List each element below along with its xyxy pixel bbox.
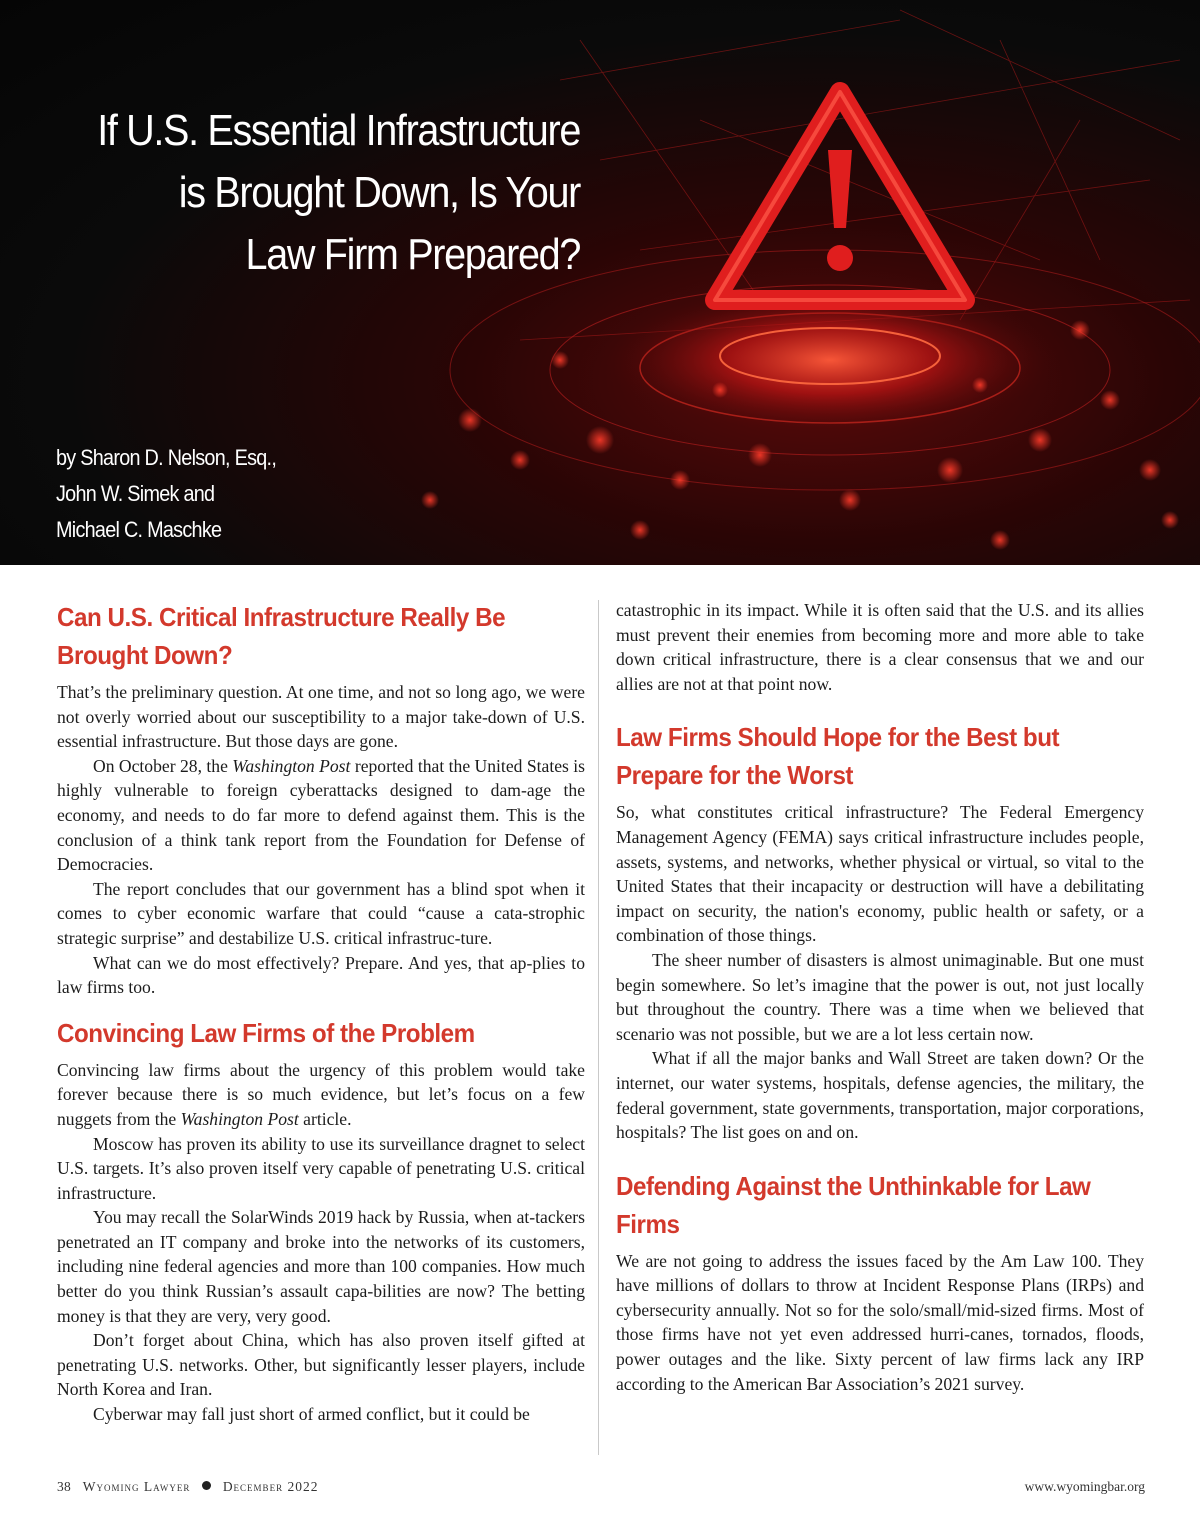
byline-line: John W. Simek and bbox=[56, 481, 215, 506]
byline bbox=[56, 440, 276, 548]
paragraph: The report concludes that our government has a blind spot when it comes to cyber economic warfare that could “cause a cata-strophic strategic surprise” and destabilize U.S. critical infrastruc-ture. bbox=[57, 878, 585, 948]
paragraph: You may recall the SolarWinds 2019 hack by Russia, when at-tackers penetrated an IT company and broke into the networks of its customers, including nine federal agencies and more than 100 companies. How much better do you think Russian’s assault capa-bilities are now? The betting money is that they are very, very good. bbox=[57, 1207, 585, 1326]
title-line: Law Firm Prepared? bbox=[245, 230, 580, 279]
title-line: If U.S. Essential Infrastructure bbox=[97, 106, 580, 155]
issue-date: December 2022 bbox=[222, 1479, 319, 1494]
left-column bbox=[57, 598, 585, 1427]
website-url: www.wyomingbar.org bbox=[1024, 1479, 1145, 1494]
section-heading: Defending Against the Unthinkable for Law Firms bbox=[616, 1170, 1091, 1239]
column-divider bbox=[598, 600, 599, 1455]
section-heading: Can U.S. Critical Infrastructure Really Be Brought Down? bbox=[57, 602, 506, 670]
title-line: is Brought Down, Is Your bbox=[178, 168, 580, 217]
paragraph: What can we do most effectively? Prepare. And yes, that ap-plies to law firms too. bbox=[57, 952, 585, 998]
page-number: 38 bbox=[57, 1479, 72, 1494]
paragraph: What if all the major banks and Wall Street are taken down? Or the internet, our water systems, hospitals, defense agencies, the military, the federal government, state governments, transportation, major corporations, hospitals? The list goes on and on. bbox=[616, 1048, 1144, 1143]
paragraph: Cyberwar may fall just short of armed conflict, but it could be bbox=[93, 1404, 530, 1425]
bullet-dot-icon bbox=[202, 1481, 211, 1490]
paragraph bbox=[57, 1058, 585, 1132]
section-heading: Law Firms Should Hope for the Best but Prepare for the Worst bbox=[616, 722, 1060, 791]
text-run: On October 28, the bbox=[93, 755, 233, 776]
byline-line: Michael C. Maschke bbox=[56, 517, 222, 542]
publication-title: Wyoming Lawyer bbox=[82, 1479, 191, 1494]
paragraph: Moscow has proven its ability to use its surveillance dragnet to select U.S. targets. It’s also proven itself very capable of penetrating U.S. critical infrastructure. bbox=[57, 1133, 585, 1203]
paragraph: Don’t forget about China, which has also proven itself gifted at penetrating U.S. networks. Other, but significantly lesser players, include North Korea and Iran. bbox=[57, 1330, 585, 1400]
byline-line: by Sharon D. Nelson, Esq., bbox=[56, 445, 277, 470]
footer-left bbox=[57, 1479, 318, 1495]
paragraph: catastrophic in its impact. While it is often said that the U.S. and its allies must prevent their enemies from becoming more and more able to take down critical infrastructure, there is a clear consensus that we and our allies are not at that point now. bbox=[616, 600, 1144, 694]
publication-name: Washington Post bbox=[232, 755, 351, 776]
paragraph: We are not going to address the issues faced by the Am Law 100. They have millions of dollars to throw at Incident Response Plans (IRPs) and cybersecurity annually. Not so for the solo/small/mid-sized firms. Most of those firms have not yet even addressed hurri-canes, tornados, floods, power outages and the like. Sixty percent of law firms lack any IRP according to the American Bar Association’s 2021 survey. bbox=[616, 1250, 1144, 1394]
section-heading: Convincing Law Firms of the Problem bbox=[57, 1017, 475, 1048]
warning-triangle-icon bbox=[715, 92, 965, 300]
hero-banner bbox=[0, 0, 1200, 565]
text-run: Convincing law firms about the urgency of this problem would take forever because there is so much evidence, but let’s focus on a few nuggets from the bbox=[57, 1059, 585, 1129]
text-run: article. bbox=[298, 1108, 352, 1129]
publication-name: Washington Post bbox=[180, 1108, 299, 1129]
text-run: reported that the United States is highly vulnerable to foreign cyberattacks designed to dam-age the economy, and needs to do far more to defend against them. This is the conclusion of a think tank report from the Foundation for Defense of Democracies. bbox=[57, 755, 585, 875]
paragraph: That’s the preliminary question. At one time, and not so long ago, we were not overly worried about our susceptibility to a major take-down of U.S. essential infrastructure. But those days are gone. bbox=[57, 682, 585, 752]
right-column bbox=[616, 598, 1144, 1396]
article-title bbox=[76, 100, 580, 286]
paragraph bbox=[57, 754, 585, 877]
paragraph: So, what constitutes critical infrastructure? The Federal Emergency Management Agency (FEMA) says critical infrastructure includes people, assets, systems, and networks, whether physical or virtual, so vital to the United States that their incapacity or destruction will have a debilitating impact on security, the nation's economy, public health or safety, or a combination of those things. bbox=[616, 802, 1144, 946]
paragraph: The sheer number of disasters is almost unimaginable. But one must begin somewhere. So let’s imagine that the power is out, not just locally but throughout the country. There was a time when we believed that scenario was not possible, but we are a lot less certain now. bbox=[616, 949, 1144, 1044]
